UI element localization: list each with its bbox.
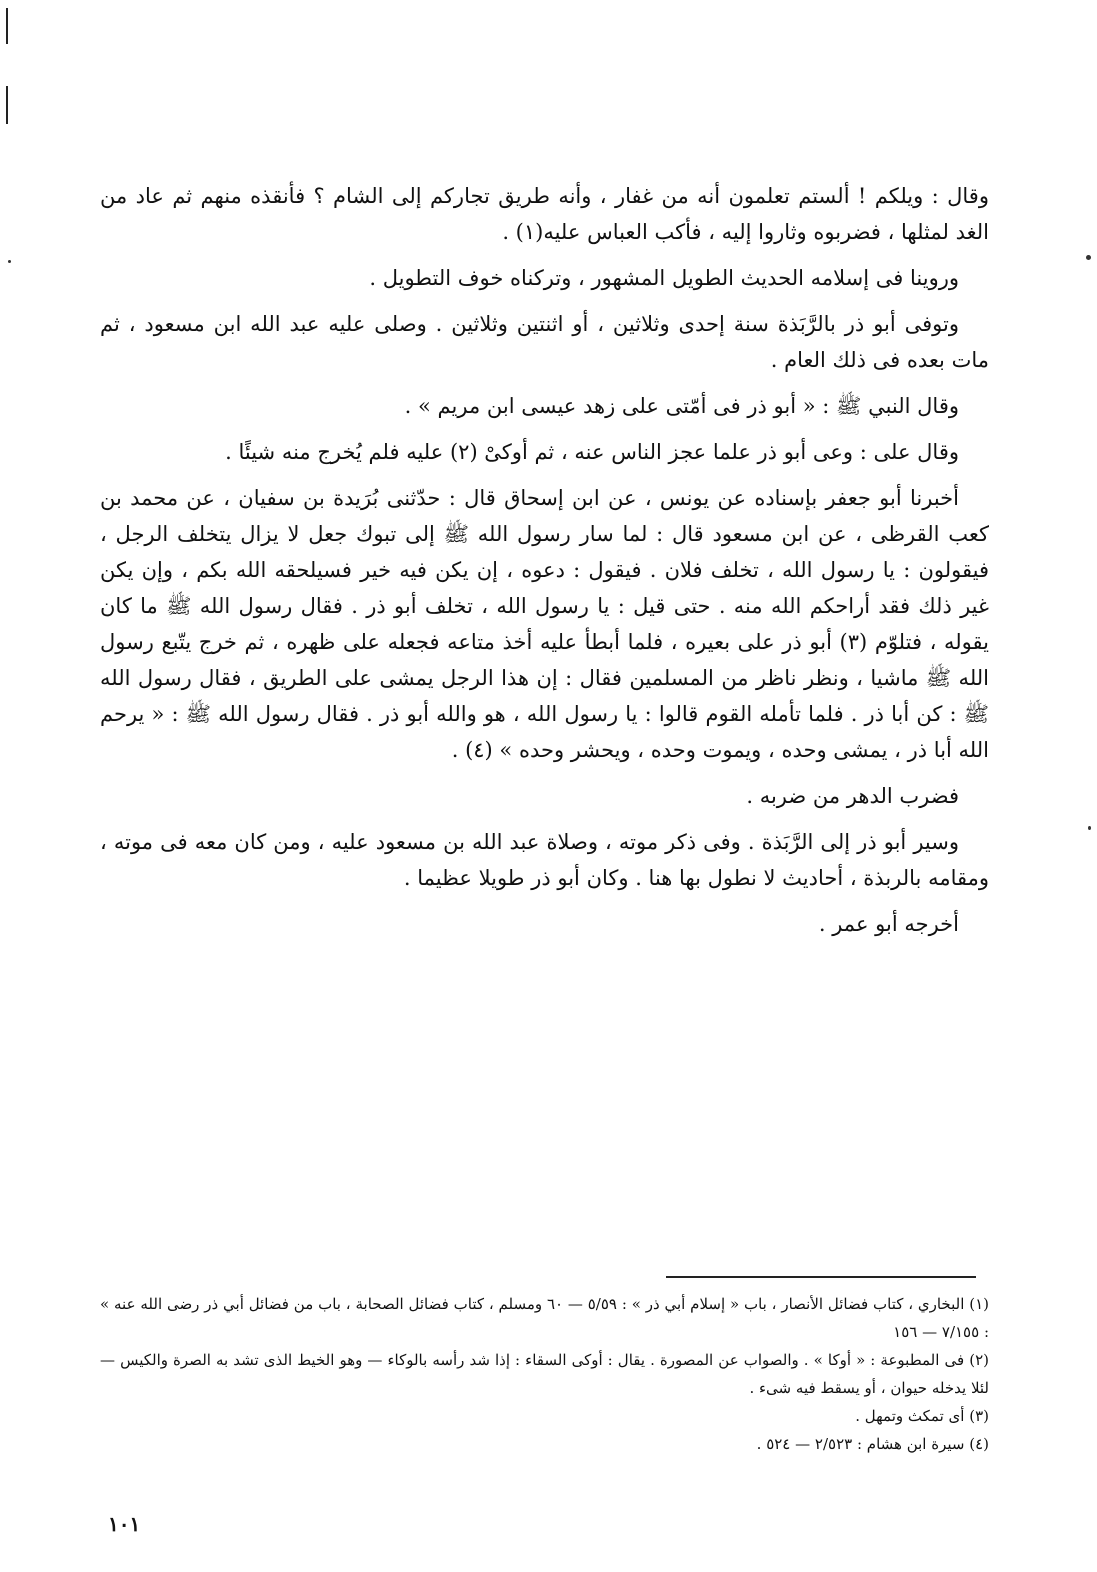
scan-edge-mark xyxy=(6,86,8,124)
scan-speck xyxy=(8,260,11,263)
paragraph: أخرجه أبو عمر . xyxy=(818,912,959,936)
paragraph: وروينا فى إسلامه الحديث الطويل المشهور ، وتركناه خوف التطويل . xyxy=(369,266,959,290)
paragraph: وقال النبي ﷺ : « أبو ذر فى أمّتى على زهد عيسى ابن مريم » . xyxy=(404,394,959,418)
scan-edge-mark xyxy=(6,8,8,44)
paragraph: فضرب الدهر من ضربه . xyxy=(746,784,959,808)
scan-speck xyxy=(1088,826,1091,830)
paragraph: أخبرنا أبو جعفر بإسناده عن يونس ، عن ابن إسحاق قال : حدّثنى بُرَيدة بن سفيان ، عن محمد بن كعب القرظى ، عن ابن مسعود قال : لما سار رسول الله ﷺ إلى تبوك جعل لا يزال يتخلف الرجل ، فيقولون : يا رسول الله ، تخلف فلان . فيقول : دعوه ، إن يكن فيه خير فسيلحقه الله بكم ، وإن يكن غير ذلك فقد أراحكم الله منه . حتى قيل : يا رسول الله ، تخلف أبو ذر . فقال رسول الله ﷺ ما كان يقوله ، فتلوّم (٣) أبو ذر على بعيره ، فلما أبطأ عليه أخذ متاعه فجعله على ظهره ، ثم خرج يتّبع رسول الله ﷺ ماشيا ، ونظر ناظر من المسلمين فقال : إن هذا الرجل يمشى على الطريق ، فقال رسول الله ﷺ : كن أبا ذر . فلما تأمله القوم قالوا : يا رسول الله ، هو والله أبو ذر . فقال رسول الله ﷺ : « يرحم الله أبا ذر ، يمشى وحده ، ويموت وحده ، ويحشر وحده » (٤) . xyxy=(100,486,989,762)
paragraph: وتوفى أبو ذر بالرَّبَذة سنة إحدى وثلاثين ، أو اثنتين وثلاثين . وصلى عليه عبد الله ابن مسعود ، ثم مات بعده فى ذلك العام . xyxy=(100,312,989,372)
footnotes xyxy=(100,1290,989,1458)
paragraph: وقال : ويلكم ! ألستم تعلمون أنه من غفار ، وأنه طريق تجاركم إلى الشام ؟ فأنقذه منهم ثم عاد من الغد لمثلها ، فضربوه وثاروا إليه ، فأكب العباس عليه(١) . xyxy=(100,184,989,244)
footnote-separator xyxy=(666,1276,976,1278)
page-number: ١٠١ xyxy=(108,1512,141,1536)
main-text xyxy=(100,178,989,952)
scan-speck xyxy=(1086,255,1091,260)
paragraph: وقال على : وعى أبو ذر علما عجز الناس عنه ، ثم أوكىْ (٢) عليه فلم يُخرج منه شيئًا . xyxy=(225,440,959,464)
footnote: (٤) سيرة ابن هشام : ٢/٥٢٣ — ٥٢٤ . xyxy=(756,1435,989,1453)
footnote: (١) البخاري ، كتاب فضائل الأنصار ، باب « إسلام أبي ذر » : ٥/٥٩ — ٦٠ ومسلم ، كتاب فضائل الصحابة ، باب من فضائل أبي ذر رضى الله عنه » : ٧/١٥٥ — ١٥٦ xyxy=(100,1295,989,1341)
paragraph: وسير أبو ذر إلى الرَّبَذة . وفى ذكر موته ، وصلاة عبد الله بن مسعود عليه ، ومن كان معه فى موته ، ومقامه بالربذة ، أحاديث لا نطول بها هنا . وكان أبو ذر طويلا عظيما . xyxy=(100,830,989,890)
footnote: (٣) أى تمكث وتمهل . xyxy=(855,1407,989,1425)
footnote: (٢) فى المطبوعة : « أوكا » . والصواب عن المصورة . يقال : أوكى السقاء : إذا شد رأسه بالوكاء — وهو الخيط الذى تشد به الصرة والكيس — لئلا يدخله حيوان ، أو يسقط فيه شىء . xyxy=(100,1351,989,1397)
